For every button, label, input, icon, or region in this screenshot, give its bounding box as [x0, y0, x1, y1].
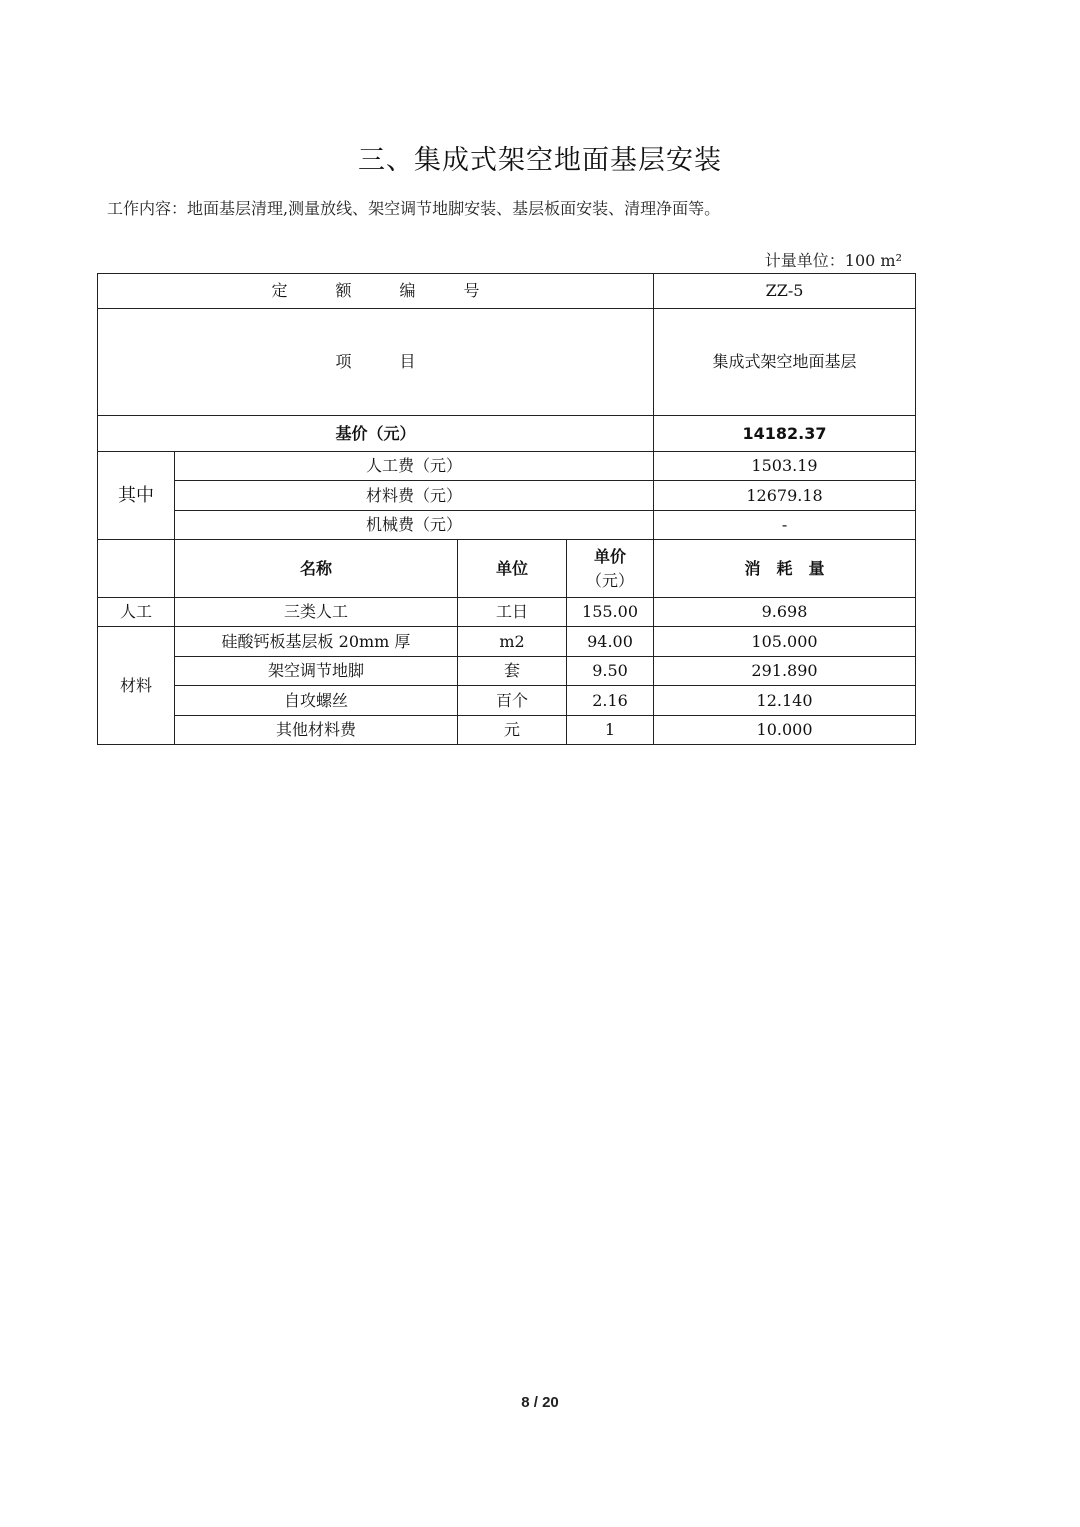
table-row [98, 657, 916, 686]
page-number: 8 / 20 [521, 1394, 559, 1411]
quota-table [97, 273, 916, 745]
quota-code-row [98, 274, 916, 309]
machine-fee-value: - [654, 511, 916, 540]
row-name: 硅酸钙板基层板 20mm 厚 [175, 627, 458, 657]
row-qty: 291.890 [654, 657, 916, 686]
row-price: 155.00 [567, 598, 654, 627]
header-blank [98, 540, 175, 598]
item-row [98, 309, 916, 416]
table-row [98, 598, 916, 627]
labor-group-label: 人工 [98, 598, 175, 627]
row-unit: 套 [458, 657, 567, 686]
row-name: 架空调节地脚 [175, 657, 458, 686]
base-price-label: 基价（元） [98, 416, 654, 452]
row-unit: m2 [458, 627, 567, 657]
quota-code-label: 定 额 编 号 [98, 274, 654, 309]
header-name: 名称 [175, 540, 458, 598]
header-consumption: 消 耗 量 [654, 540, 916, 598]
table-row [98, 716, 916, 745]
machine-fee-row [98, 511, 916, 540]
material-fee-row [98, 481, 916, 511]
row-unit: 元 [458, 716, 567, 745]
work-content: 工作内容：地面基层清理,测量放线、架空调节地脚安装、基层板面安装、清理净面等。 [107, 199, 721, 218]
base-price-row [98, 416, 916, 452]
material-fee-label: 材料费（元） [175, 481, 654, 511]
measurement-unit: 计量单位：100 m² [764, 251, 902, 270]
machine-fee-label: 机械费（元） [175, 511, 654, 540]
row-name: 其他材料费 [175, 716, 458, 745]
row-name: 自攻螺丝 [175, 686, 458, 716]
header-unit-price-line2: （元） [586, 570, 635, 590]
material-fee-value: 12679.18 [654, 481, 916, 511]
row-qty: 12.140 [654, 686, 916, 716]
row-price: 9.50 [567, 657, 654, 686]
among-label: 其中 [98, 452, 175, 540]
item-label: 项 目 [98, 309, 654, 416]
row-name: 三类人工 [175, 598, 458, 627]
item-name: 集成式架空地面基层 [654, 309, 916, 416]
header-row [98, 540, 916, 598]
row-price: 1 [567, 716, 654, 745]
row-qty: 9.698 [654, 598, 916, 627]
header-unit-price-line1: 单价 [594, 547, 627, 567]
base-price-value: 14182.37 [654, 416, 916, 452]
row-price: 94.00 [567, 627, 654, 657]
row-price: 2.16 [567, 686, 654, 716]
material-group-label: 材料 [98, 627, 175, 745]
row-unit: 工日 [458, 598, 567, 627]
page-title: 三、集成式架空地面基层安装 [358, 145, 722, 176]
row-qty: 10.000 [654, 716, 916, 745]
table-row [98, 627, 916, 657]
quota-code-value: ZZ-5 [654, 274, 916, 309]
header-unit: 单位 [458, 540, 567, 598]
labor-fee-value: 1503.19 [654, 452, 916, 481]
table-row [98, 686, 916, 716]
row-qty: 105.000 [654, 627, 916, 657]
labor-fee-label: 人工费（元） [175, 452, 654, 481]
header-unit-price [567, 540, 654, 598]
row-unit: 百个 [458, 686, 567, 716]
labor-fee-row [98, 452, 916, 481]
